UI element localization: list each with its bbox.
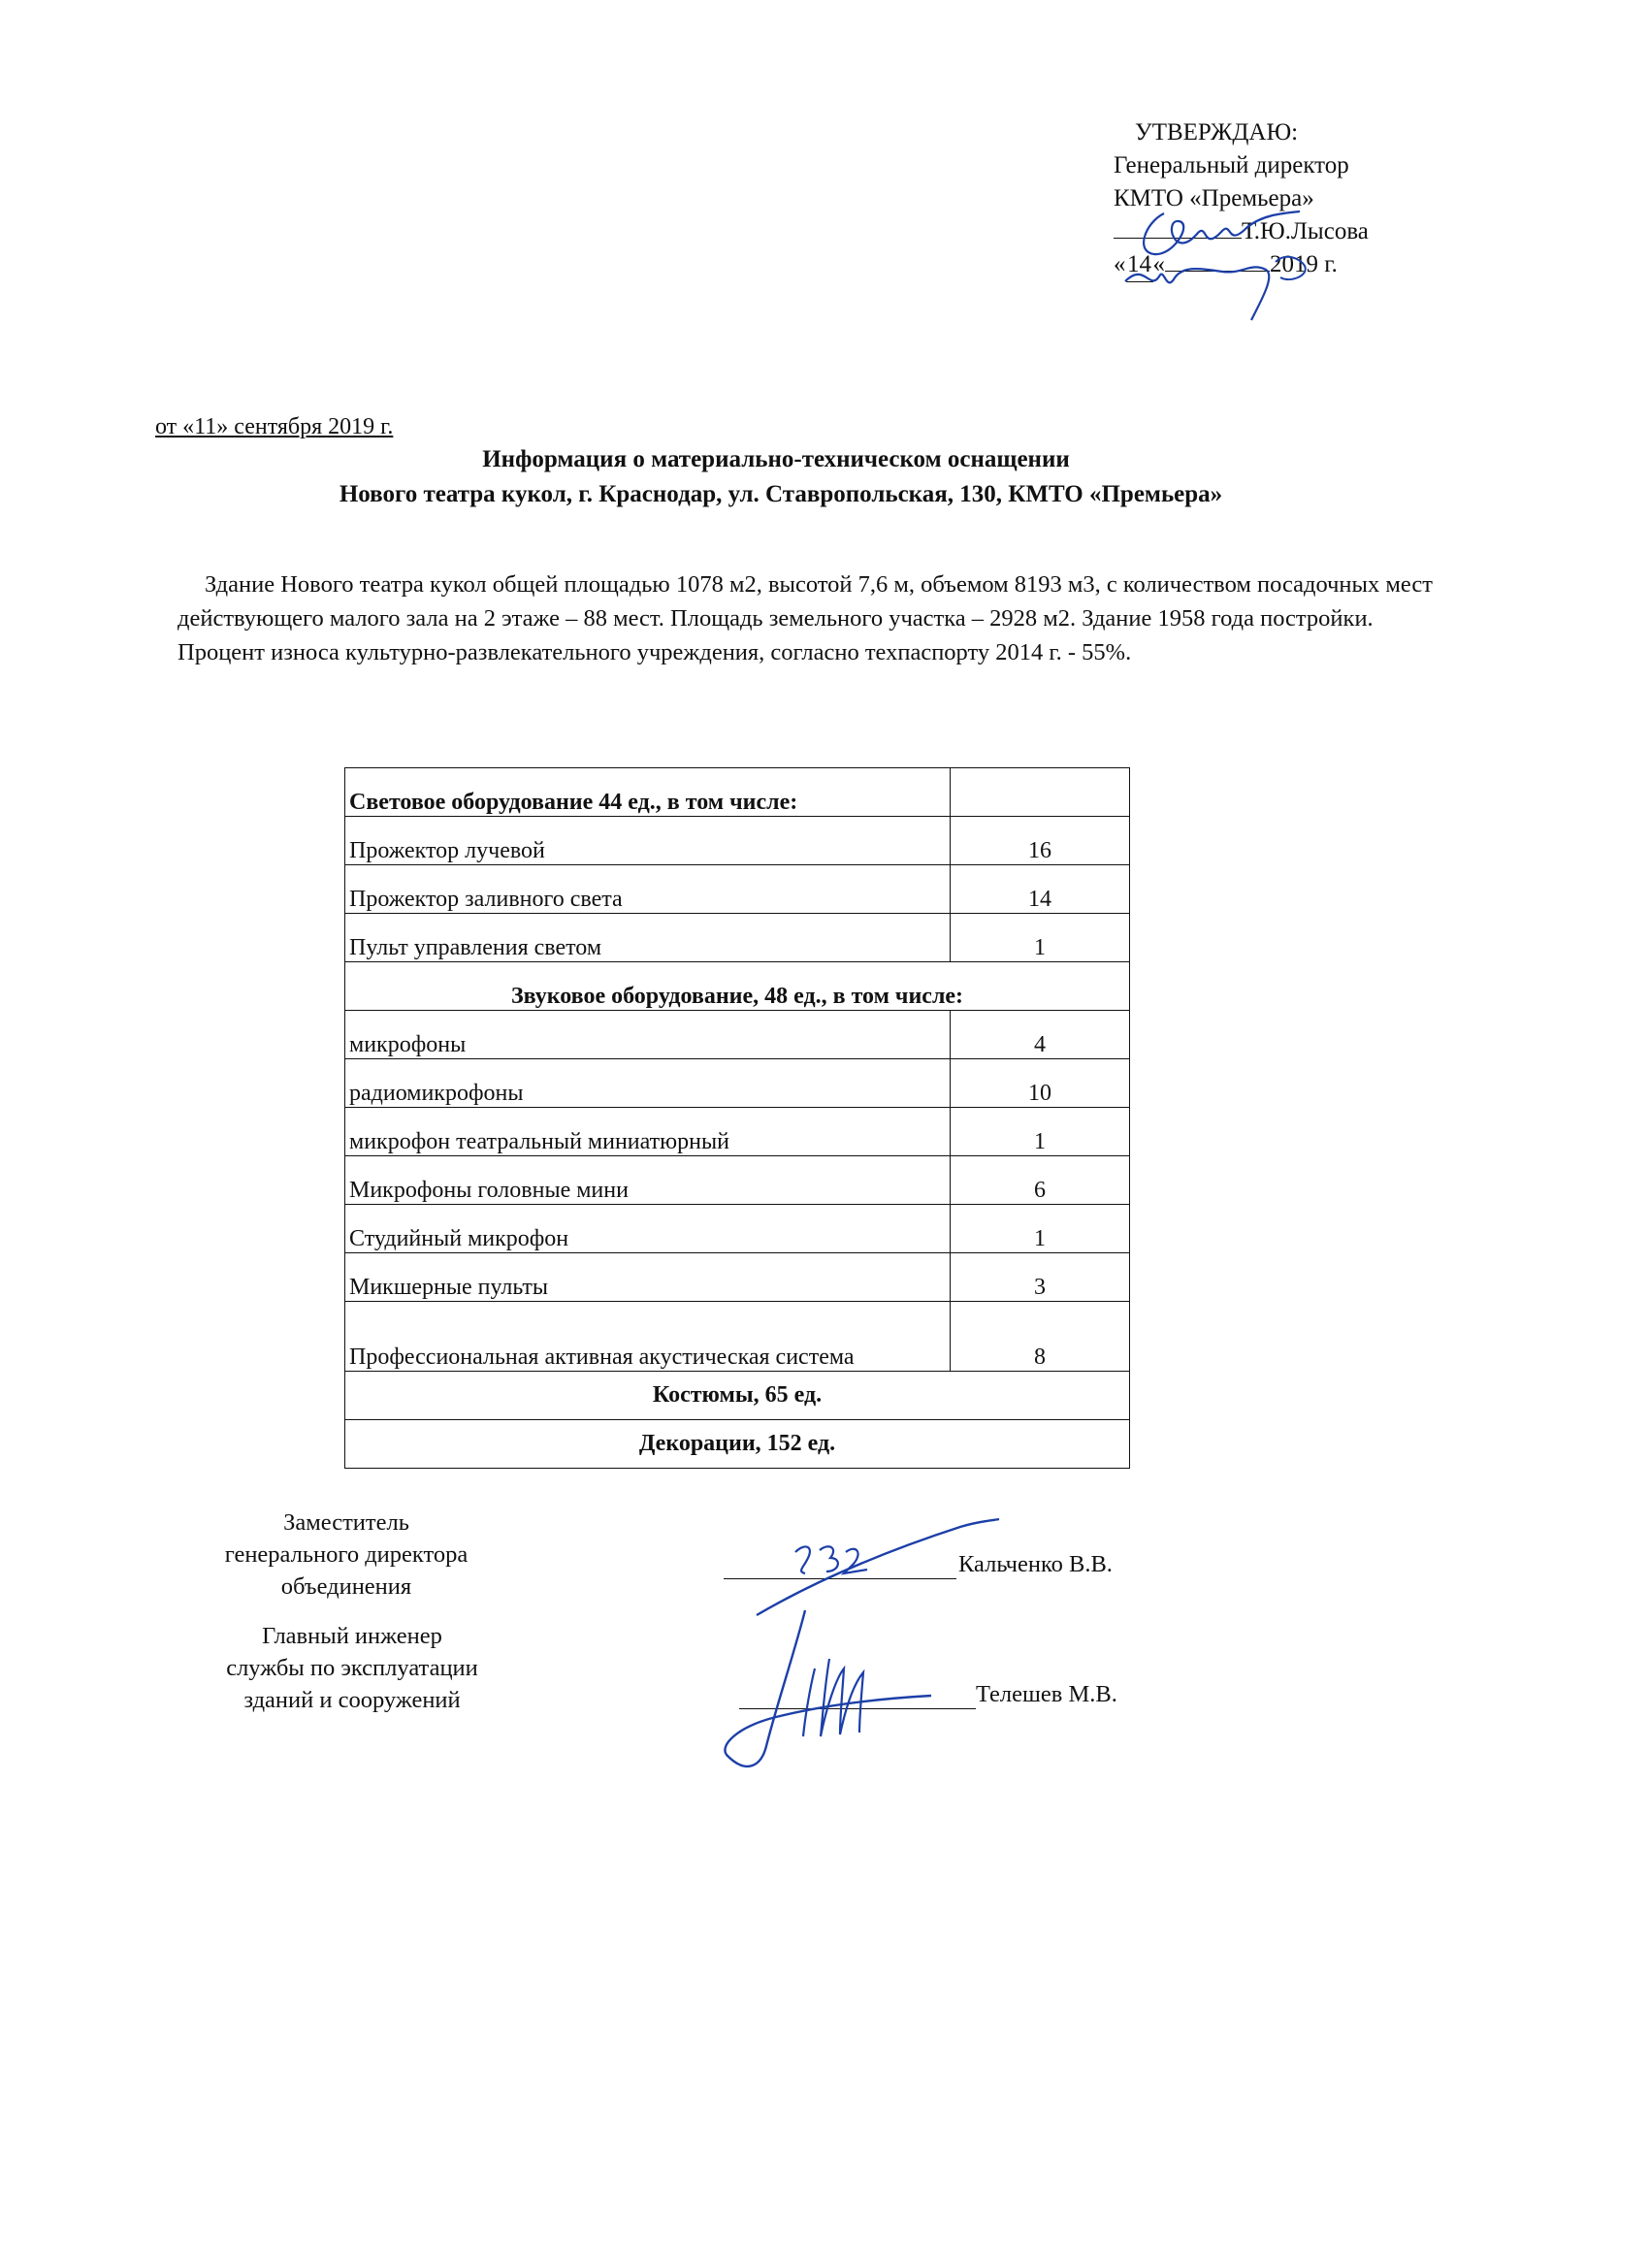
chief-engineer-title bbox=[192, 1620, 512, 1716]
table-row bbox=[345, 1302, 1130, 1372]
item-qty: 16 bbox=[951, 817, 1130, 865]
item-name: микрофон театральный миниатюрный bbox=[345, 1108, 951, 1156]
building-description: Здание Нового театра кукол общей площадью 1078 м2, высотой 7,6 м, объемом 8193 м3, с количеством посадочных мест действующего малого зала на 2 этаже – 88 мест. Площадь земельного участка – 2928 м2. Здание 1958 года постройки. Процент износа культурно-развлекательного учреждения, согласно техпаспорту 2014 г. - 55%. bbox=[178, 571, 1433, 665]
item-qty: 3 bbox=[951, 1253, 1130, 1302]
deputy-title-line: объединения bbox=[280, 1573, 412, 1600]
table-row-decorations bbox=[345, 1420, 1130, 1469]
item-name: радиомикрофоны bbox=[345, 1059, 951, 1108]
table-row-sound-header bbox=[345, 962, 1130, 1011]
deputy-director-title bbox=[186, 1507, 506, 1603]
engineer-title-line: Главный инженер bbox=[262, 1623, 442, 1649]
approval-handwritten-signature bbox=[1106, 194, 1339, 330]
item-qty: 14 bbox=[951, 865, 1130, 914]
deputy-name: Кальченко В.В. bbox=[958, 1551, 1113, 1577]
item-qty: 8 bbox=[951, 1302, 1130, 1372]
decorations-total: Декорации, 152 ед. bbox=[345, 1420, 1130, 1469]
item-name: Пульт управления светом bbox=[345, 914, 951, 962]
engineer-handwritten-signature bbox=[708, 1591, 960, 1785]
approval-title: УТВЕРЖДАЮ: bbox=[1135, 119, 1299, 146]
equipment-table bbox=[344, 767, 1130, 1469]
item-name: Микшерные пульты bbox=[345, 1253, 951, 1302]
table-row bbox=[345, 1059, 1130, 1108]
item-name: Прожектор лучевой bbox=[345, 817, 951, 865]
table-row bbox=[345, 1253, 1130, 1302]
approval-organization: КМТО «Премьера» bbox=[1114, 185, 1314, 211]
deputy-title-line: генерального директора bbox=[224, 1541, 469, 1568]
table-row bbox=[345, 865, 1130, 914]
table-row-costumes bbox=[345, 1372, 1130, 1420]
table-row bbox=[345, 1156, 1130, 1205]
table-row bbox=[345, 1205, 1130, 1253]
item-qty: 4 bbox=[951, 1011, 1130, 1059]
item-qty: 1 bbox=[951, 1205, 1130, 1253]
approval-signer: Т.Ю.Лысова bbox=[1242, 218, 1369, 244]
item-qty: 6 bbox=[951, 1156, 1130, 1205]
sound-header: Звуковое оборудование, 48 ед., в том числе: bbox=[345, 962, 1130, 1011]
item-name: Микрофоны головные мини bbox=[345, 1156, 951, 1205]
table-row bbox=[345, 1011, 1130, 1059]
table-row bbox=[345, 914, 1130, 962]
table-row bbox=[345, 817, 1130, 865]
engineer-title-line: зданий и сооружений bbox=[243, 1687, 461, 1713]
item-name: микрофоны bbox=[345, 1011, 951, 1059]
lighting-header-qty bbox=[951, 768, 1130, 817]
table-row bbox=[345, 1108, 1130, 1156]
approval-date-year: 2019 г. bbox=[1270, 251, 1338, 277]
deputy-title-line: Заместитель bbox=[283, 1509, 409, 1536]
approval-date-open: « bbox=[1114, 251, 1126, 277]
document-title-line-1: Информация о материально-техническом оснащении bbox=[482, 446, 1070, 472]
item-qty: 10 bbox=[951, 1059, 1130, 1108]
item-name: Студийный микрофон bbox=[345, 1205, 951, 1253]
engineer-title-line: службы по эксплуатации bbox=[226, 1655, 478, 1681]
item-name: Профессиональная активная акустическая система bbox=[345, 1302, 951, 1372]
costumes-total: Костюмы, 65 ед. bbox=[345, 1372, 1130, 1420]
approval-date-day: 14 bbox=[1126, 248, 1153, 282]
document-date: от «11» сентября 2019 г. bbox=[155, 414, 394, 439]
item-qty: 1 bbox=[951, 914, 1130, 962]
lighting-header: Световое оборудование 44 ед., в том числе: bbox=[345, 768, 951, 817]
approval-date-mid: « bbox=[1152, 251, 1165, 277]
approval-position: Генеральный директор bbox=[1114, 152, 1349, 178]
engineer-name: Телешев М.В. bbox=[976, 1681, 1117, 1707]
table-row-lighting-header bbox=[345, 768, 1130, 817]
item-name: Прожектор заливного света bbox=[345, 865, 951, 914]
document-title-line-2: Нового театра кукол, г. Краснодар, ул. Ставропольская, 130, КМТО «Премьера» bbox=[339, 481, 1223, 507]
item-qty: 1 bbox=[951, 1108, 1130, 1156]
